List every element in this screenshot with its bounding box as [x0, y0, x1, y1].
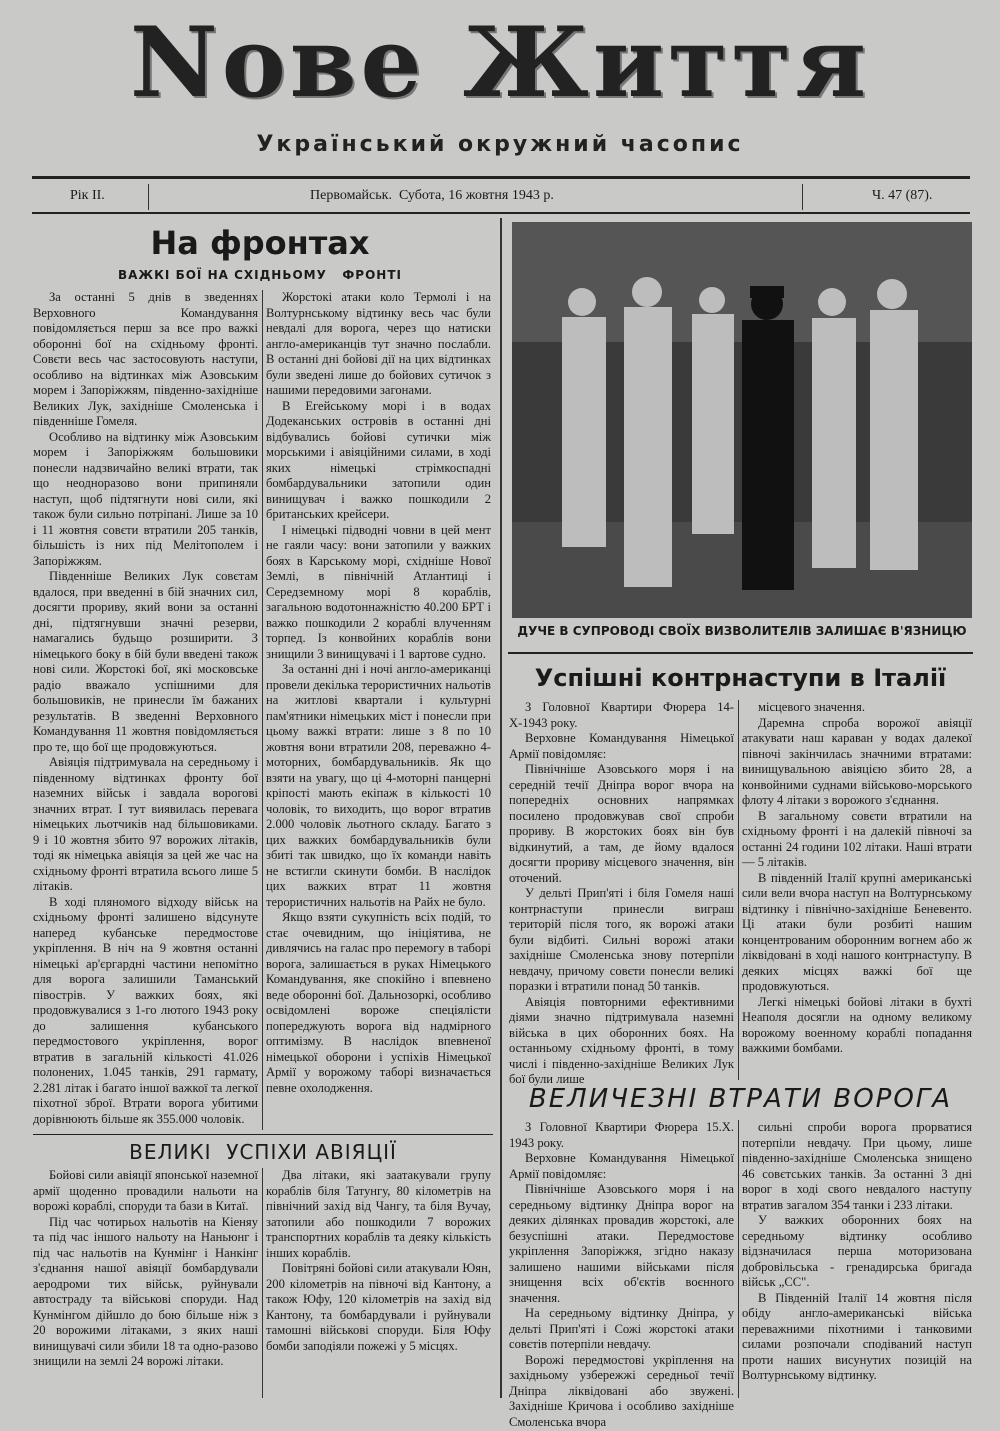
masthead-rule-bottom	[32, 212, 970, 214]
front-news-column-1	[33, 290, 258, 1130]
paragraph: В Егейському морі і в водах Додеканських островів в останні дні відбувались бойові сутички між морськими і авіяційними силами, в ході яких німецькі стрімкоспадні бомбардувальники затопили один винищувач і важко пошкодили 2 британських крейсери.	[266, 398, 491, 521]
paragraph: Верховне Командування Німецької Армії повідомляє:	[509, 1151, 734, 1181]
caption-rule	[508, 652, 973, 654]
column-divider	[262, 290, 263, 1130]
paragraph: На середньому відтинку Дніпра, у дельті Прип'яті і Сожі жорстокі атаки совєтів потерпіли невдачу.	[509, 1306, 734, 1351]
front-news-column-2	[266, 290, 491, 1130]
newspaper-masthead: Nове Життя	[129, 6, 871, 119]
photo-illustration	[512, 222, 972, 618]
paragraph: З Головної Квартири Фюрера 14-Х-1943 року.	[509, 700, 734, 730]
losses-column-1	[509, 1120, 734, 1429]
front-news-headline: На фронтах	[150, 224, 370, 262]
paragraph: Повітряні бойові сили атакували Юян, 200 кілометрів на півночі від Кантону, а також Юфу, 120 кілометрів на захід від Кантону, та бомбардували і руйнували тамошні військові споруди. Біля Юфу бомби заподіяли пожежі у 5 місцях.	[266, 1261, 491, 1353]
paragraph: Авіяція підтримувала на середньому і південному відтинках фронту бої наземних військ і завдала ворогові значних втрат. І тут виявилась перевага німецьких льотчиків над більшовиками. 9 і 10 жовтня збито 97 ворожих літаків, тоді як німецька авіяція за цей же час на східньому фронті втратила всього лише 5 літаків.	[33, 755, 258, 893]
paragraph: Північніше Азовського моря і на середній течії Дніпра ворог вчора на попередніх основних напрямках посилено продовжував свої спроби прориву. В жорстоких боях він був відкинутий, а там, де йому вдалося досягти прориву місцевого значення, він оточений.	[509, 762, 734, 885]
paragraph: В південній Італії крупні американські сили вели вчора наступ на Волтурнському відтинку і північно-західніше Беневенто. Ці атаки були розбиті нашим концентрованим оборонним вогнем або ж ліквідовані в ході нашого контрнаступу. В деяких місцях важкі бої ще продовжуються.	[742, 870, 972, 993]
newspaper-subtitle: Український окружний часопис	[256, 132, 744, 157]
paragraph: сильні спроби ворога прорватися потерпіли невдачу. При цьому, лише південно-західніше Смоленська знищено 46 совєтських танків. За останні 3 дні ворог в ході свого невдалого наступу втратив загалом 354 танки і 233 літаки.	[742, 1120, 972, 1212]
column-divider	[738, 700, 739, 1080]
losses-column-2	[742, 1120, 972, 1400]
paragraph: Особливо на відтинку між Азовським морем і Запоріжжям большовики понесли надзвичайно великі втрати, так що неодноразово вони припиняли наступ, щоб підтягнути нові сили, які також були сильно потріпані. Лише за 10 і 11 жовтня совєти втратили 205 танків, більшість із них під Мелітополем і Запоріжжям.	[33, 429, 258, 568]
column-divider	[738, 1120, 739, 1398]
aviation-column-2	[266, 1168, 491, 1398]
info-bar-divider-left	[148, 184, 149, 210]
italy-column-2	[742, 700, 972, 1082]
losses-headline: ВЕЛИЧЕЗНІ ВТРАТИ ВОРОГА	[528, 1084, 953, 1114]
paragraph: За останні дні і ночі англо-американці провели декілька терористичних нальотів на житлові квартали і культурні пам'ятники німецьких міст і понесли при цьому важкі втрати: лише з 8 по 10 жовтня вони втратили 208, переважно 4-моторних, бомбардувальників. Як що взяти на увагу, що ці 4-моторні панцерні кріпості мають екіпаж в кількості 10 чоловік, то виходить, що ворог втратив 2.000 чоловік льотного складу. Багато з цих важких бомбардувальників були збиті так швидко, що їх команди навіть не встигли скинути бомби. В наслідок цих важких втрат 11 жовтня терористичних нальотів на Райх не було.	[266, 662, 491, 909]
paragraph: Південніше Великих Лук совєтам вдалося, при введенні в бій значних сил, досягти прориву, який вони за останні дні, підтягнувши значні резерви, намагались будьщо розширити. З німецького боку в бій були введені також нові сили. Жорстокі бої, які московське радіо вважало успішними для большовиків, не принесли їм бажаних результатів. В зведенні Верховного Командування 11 жовтня повідомляється про те, що бої ще продовжуються.	[33, 569, 258, 754]
masthead-rule-top	[32, 176, 970, 179]
italy-headline: Успішні контрнаступи в Італії	[534, 664, 947, 692]
paragraph: В Південній Італії 14 жовтня після обіду англо-американські війська переважними піхотними і танковими силами розпочали сподіваний наступ проти наших висунутих позицій на Волтурнському відтинку.	[742, 1290, 972, 1382]
paragraph: Північніше Азовського моря і на середньому відтинку Дніпра ворог на деяких ділянках провадив жорстокі, але безуспішні атаки. Передмостове укріплення Запоріжжя, згідно наказу залишено нашими військами після знищення всіх об'єктів воєнного значення.	[509, 1182, 734, 1305]
paragraph: І німецькі підводні човни в цей мент не гаяли часу: вони затопили у важких боях в Карському морі, східніше Нової Землі, в північній Атлантиці і Середземному морі 8 кораблів, загальною водотоннажністю 40.200 БРТ і важко пошкодили 2 кораблі влученням торпед. Із конвойних кораблів вони знищили 3 винищувачі і 1 вартове судно.	[266, 522, 491, 661]
paragraph: Верховне Командування Німецької Армії повідомляє:	[509, 731, 734, 761]
italy-column-1	[509, 700, 734, 1086]
paragraph: Даремна спроба ворожої авіяції атакувати наш караван у водах далекої півночі закінчилась значними втратами: винищувальною авіяцією збито 28, а конвойними суднами військово-морського флоту 4 літаки з ворожого з'єднання.	[742, 715, 972, 807]
aviation-column-1	[33, 1168, 258, 1398]
paragraph: У важких оборонних боях на середньому відтинку особливо відзначилася перша моторизована добровільська - гренадирська бригада військ „СС".	[742, 1213, 972, 1289]
front-news-subheadline: ВАЖКІ БОЇ НА СХІДНЬОМУ ФРОНТІ	[118, 268, 402, 282]
column-divider	[262, 1168, 263, 1398]
aviation-headline: ВЕЛИКІ УСПІХИ АВІЯЦІЇ	[129, 1140, 397, 1164]
paragraph: Під час чотирьох нальотів на Кіеняу та під час іншого нальоту на Наньюнг і під час нальотів на Кунмінг і Нанкінг з'єднання нашої авіяції бомбардували аеродроми тих військ, руйнували автостраду та військові споруди. Над Кунмінгом дійшло до бою більше ніж з 20 ворожими літаками, з яких наші винищувачі сили збили 18 та одно-разово знищили на землі 24 ворожі літаки.	[33, 1214, 258, 1368]
photo-caption: ДУЧЕ В СУПРОВОДІ СВОЇХ ВИЗВОЛИТЕЛІВ ЗАЛИШАЄ В'ЯЗНИЦЮ	[517, 624, 967, 638]
info-bar-issue: Ч. 47 (87).	[872, 188, 933, 203]
paragraph: За останні 5 днів в зведеннях Верховного Командування повідомляється перш за все про важкі оборонні бої на східньому фронті. Совєти весь час застосовують наступи, особливо на відтинках між Азовським морем і Запоріжжям, південно-західніше Великих Лук, західніше Смоленська і південніше Гомеля.	[33, 290, 258, 428]
news-photo	[512, 222, 972, 618]
info-bar-year: Рік II.	[70, 188, 105, 203]
paragraph: Авіяція повторними ефективними діями значно підтримувала наземні війська в цих оборонних боях. На останньому східньому фронті, в тому числі і південно-західніше Великих Лук бої були лише	[509, 994, 734, 1086]
info-bar-place-date: Первомайськ. Субота, 16 жовтня 1943 р.	[310, 188, 554, 203]
paragraph: Легкі німецькі бойові літаки в бухті Неаполя досягли на одному великому ворожому военному кораблі попадання важкими бомбами.	[742, 994, 972, 1055]
page-center-divider	[500, 218, 502, 1398]
paragraph: Бойові сили авіяції японської наземної армії щоденно провадили нальоти на ворожі кораблі, споруди та бази в Китаї.	[33, 1168, 258, 1213]
paragraph: Два літаки, які заатакували групу кораблів біля Татунгу, 80 кілометрів на північний захід від Чангу, та біля Вучау, затопили або пошкодили 7 ворожих транспортних кораблів та деяку кількість інших кораблів.	[266, 1168, 491, 1260]
paragraph: В загальному совєти втратили на східньому фронті і на далекій півночі за останні 24 години 102 літаки. Наші втрати — 5 літаків.	[742, 808, 972, 869]
paragraph: Якщо взяти сукупність всіх подій, то стає очевидним, що ініціятива, не дивлячись на галас про перемогу в таборі ворога, залишається в руках Німецького Командування, яке спокійно і впевнено веде оборонні бої. Дальнозоркі, особливо освідомлені вороже спеціялісти попереджують ворога від надмірного оптимізму. В наслідок впевненої німецької оборони і успіхів Німецької Армії у ворожому таборі визначається певне охолодження.	[266, 910, 491, 1095]
paragraph: Ворожі передмостові укріплення на західньому узбережжі середньої течії Дніпра ліквідовані або звужені. Західніше Кричова і особливо західніше Смоленська вчора	[509, 1352, 734, 1429]
aviation-rule	[33, 1134, 493, 1135]
paragraph: В ході пляномого відходу військ на східньому фронті залишено відсунуте наперед кубанське передмостове укріплення. В ніч на 9 жовтня останні німецькі ар'єргардні частини непомітно для ворога залишили Таманський півострів. У важких боях, які продовжувалися з 1-го лютого 1943 року до залишення кубанського передмостового укріплення, ворог втратив в загальній кількості 41.026 полонених, 1.045 танків, 291 гармату, 2.281 літак і багато іншої важкої та легкої піхотної зброї. Втрати ворога убитими дорівнюють більше як 355.000 чоловік.	[33, 894, 258, 1126]
info-bar-divider-right	[802, 184, 803, 210]
paragraph: У дельті Прип'яті і біля Гомеля наші контрнаступи принесли виграш територій після того, як ворожі атаки були відбиті. Сильні ворожі атаки західніше Смоленська знову потерпіли невдачу, причому совєти понесли великі поразки і втратили понад 50 танків.	[509, 886, 734, 993]
paragraph: місцевого значення.	[758, 700, 865, 714]
paragraph: Жорстокі атаки коло Термолі і на Волтурнському відтинку весь час були невдалі для ворога, через що натиски англо-американців тут значно послабли. В останні дні бойові дії на цих відтинках були зведені лише до бойових сутичок з нашими передовими загонами.	[266, 290, 491, 397]
paragraph: З Головної Квартири Фюрера 15.Х. 1943 року.	[509, 1120, 734, 1150]
